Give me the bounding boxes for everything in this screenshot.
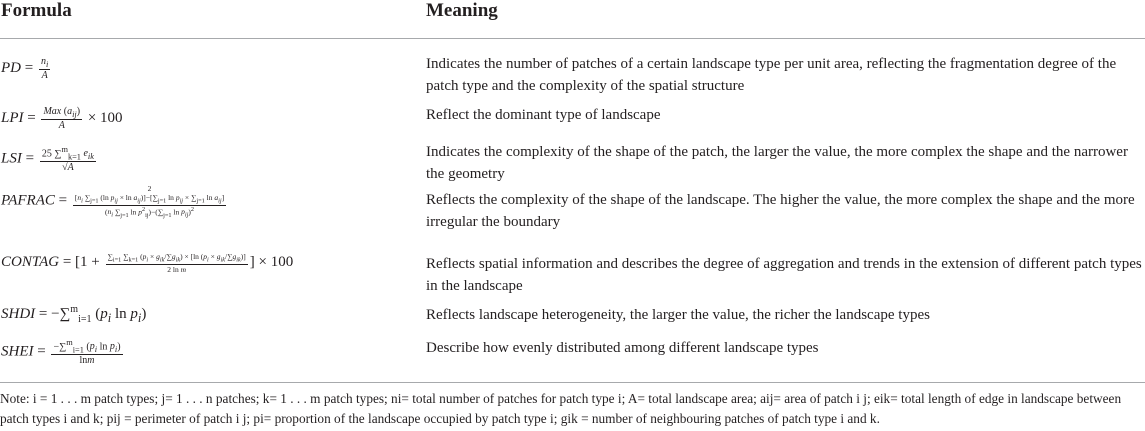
meaning-shei: Describe how evenly distributed among different landscape types [426, 340, 819, 356]
meaning-lsi: Indicates the complexity of the shape of the patch, the larger the value, the more complex the shape and the narrower the geometry [426, 144, 1128, 182]
meaning-lpi: Reflect the dominant type of landscape [426, 107, 661, 123]
formula-shdi: SHDI = −∑$^m_{i=1}$ ($p_i$ $\ln p_i$) [1, 304, 147, 325]
formula-pd: PD = $\frac{n_i}{A}$ [1, 56, 49, 81]
formula-lsi: LSI = $\frac{25 \sum^m_{k=1} e_{ik}}{√A}$ [1, 145, 94, 174]
formula-pafrac: PAFRAC = 2 [$n_i$ $\sum_{j=1}$ (ln $p_{ij} \times \ln a_{ij})]-[\sum_{j=1}$ $\ln p_{ij} \times \sum_{j=1}$ $\ln a_{ij}$] ($n_i$ $\sum_{j=1}$ $\ln p^2_{ij})-(\sum_{j=1}$ $\ln p_{ij})^2$ [1, 184, 225, 219]
formula-shei: SHEI = $\frac{-\sum^m_{i=1} (p_i \ln p_i)}{\ln m}$ [1, 338, 121, 367]
formula-lpi: LPI = $\frac{Max (a_{ij})}{A}$ × 100 [1, 106, 123, 131]
meaning-contag: Reflects spatial information and describes the degree of aggregation and trends in the extension of different patch types in the landscape [426, 256, 1142, 294]
table-header [0, 0, 1145, 39]
meaning-pd: Indicates the number of patches of a certain landscape type per unit area, reflecting the fragmentation degree of the patch type and the complexity of the spatial structure [426, 56, 1117, 94]
meaning-column-header: Meaning [426, 0, 498, 21]
meaning-shdi: Reflects landscape heterogeneity, the larger the value, the richer the landscape types [426, 307, 930, 323]
table-note: Note: i = 1 . . . m patch types; j= 1 . . . n patches; k= 1 . . . m patch types; ni= total number of patches for patch type i; A= total landscape area; aij= area of patch i j; eik= total length of edge in landscape between patch types i and k; pij = perimeter of patch i j; pi= proportion of the landscape occupied by patch type i; gik = number of neighbouring patches of patch type i and k. [0, 382, 1145, 429]
formula-column-header: Formula [1, 0, 72, 21]
meaning-pafrac: Reflects the complexity of the shape of the landscape. The higher the value, the more complex the shape and the more irregular the boundary [426, 192, 1135, 230]
formula-contag: CONTAG = [1 + $\frac{\sum_{i=1} \sum_{k=1} (p_i \times g_{ik}/\sum g_{ik}) \times [\ln (p_i \times g_{ik}/\sum g_{ik})]}{\text{2 ln m}}$ ] × 100 [1, 252, 294, 274]
